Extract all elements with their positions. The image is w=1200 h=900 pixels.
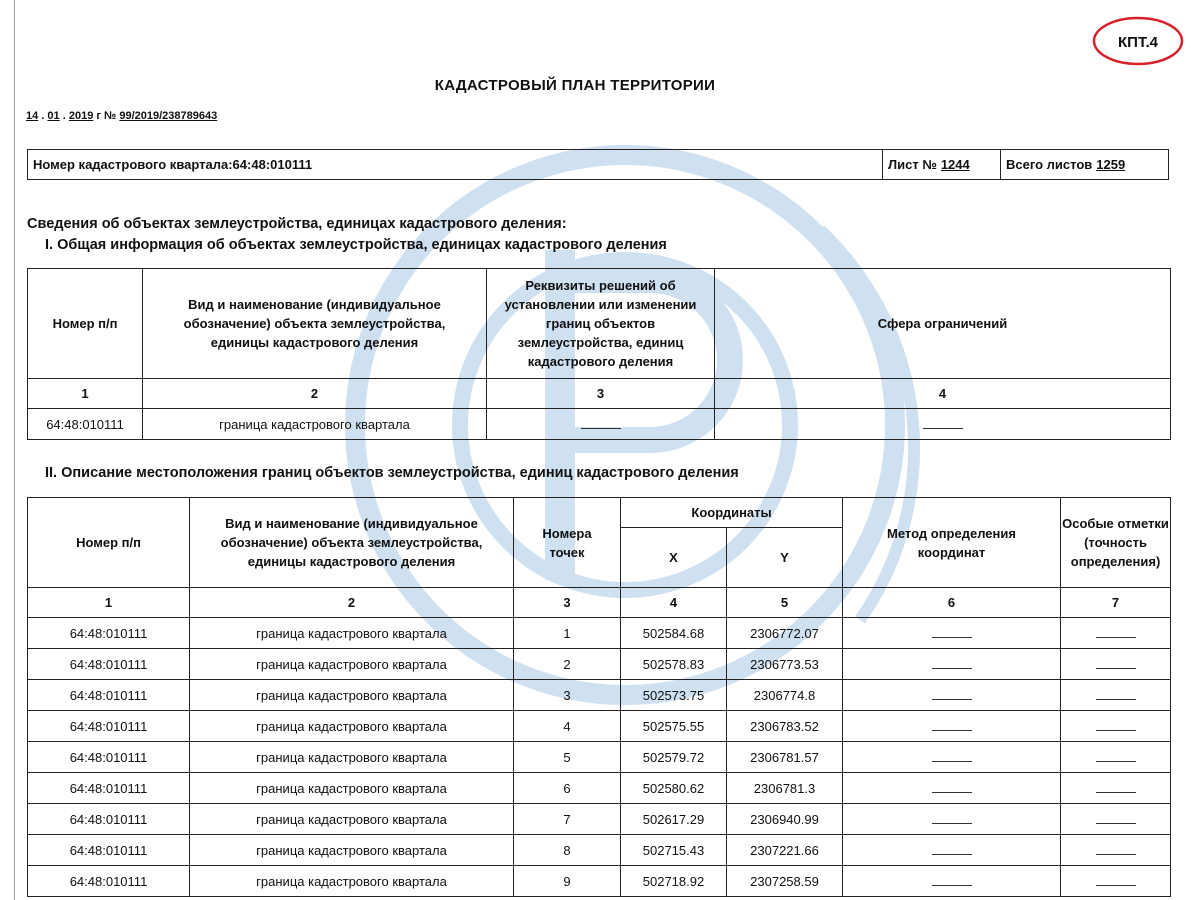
table-header-row xyxy=(28,269,1171,379)
page-edge xyxy=(14,0,15,900)
column-header: X xyxy=(621,528,727,588)
column-number: 3 xyxy=(514,588,621,618)
coord-y: 2306772.07 xyxy=(727,618,843,649)
table-header-row xyxy=(28,498,1171,528)
object-number: 64:48:010111 xyxy=(28,742,190,773)
empty-cell xyxy=(487,409,715,440)
coord-x: 502715.43 xyxy=(621,835,727,866)
coord-x: 502579.72 xyxy=(621,742,727,773)
coord-x: 502584.68 xyxy=(621,618,727,649)
object-number: 64:48:010111 xyxy=(28,649,190,680)
coord-y: 2306940.99 xyxy=(727,804,843,835)
document-title: КАДАСТРОВЫЙ ПЛАН ТЕРРИТОРИИ xyxy=(434,77,716,94)
point-number: 8 xyxy=(514,835,621,866)
column-header: Координаты xyxy=(621,498,843,528)
notes-cell xyxy=(1061,773,1171,804)
total-sheets xyxy=(1000,150,1168,179)
object-name: граница кадастрового квартала xyxy=(190,804,514,835)
boundary-coordinates-table xyxy=(27,497,1171,897)
column-number: 2 xyxy=(143,379,487,409)
column-number: 5 xyxy=(727,588,843,618)
date-day: 14 xyxy=(26,110,39,122)
object-number: 64:48:010111 xyxy=(28,804,190,835)
column-header: Реквизиты решений об установлении или изменении границ объектов землеустройства, единиц кадастрового деления xyxy=(487,269,715,379)
column-number: 3 xyxy=(487,379,715,409)
point-number: 6 xyxy=(514,773,621,804)
object-name: граница кадастрового квартала xyxy=(143,409,487,440)
empty-cell xyxy=(715,409,1171,440)
object-name: граница кадастрового квартала xyxy=(190,866,514,897)
section-1-heading: I. Общая информация об объектах землеустройства, единицах кадастрового деления xyxy=(45,237,667,253)
coord-y: 2306781.57 xyxy=(727,742,843,773)
coord-x: 502578.83 xyxy=(621,649,727,680)
table-row xyxy=(28,804,1171,835)
cadastral-header-box xyxy=(27,149,1169,180)
point-number: 3 xyxy=(514,680,621,711)
method-cell xyxy=(843,711,1061,742)
object-number: 64:48:010111 xyxy=(28,409,143,440)
object-name: граница кадастрового квартала xyxy=(190,618,514,649)
column-header: Сфера ограничений xyxy=(715,269,1171,379)
column-number: 4 xyxy=(715,379,1171,409)
notes-cell xyxy=(1061,866,1171,897)
column-header: Номер п/п xyxy=(28,498,190,588)
coord-x: 502573.75 xyxy=(621,680,727,711)
column-header: Номер п/п xyxy=(28,269,143,379)
notes-cell xyxy=(1061,649,1171,680)
point-number: 4 xyxy=(514,711,621,742)
column-number: 6 xyxy=(843,588,1061,618)
table-row xyxy=(28,835,1171,866)
object-name: граница кадастрового квартала xyxy=(190,835,514,866)
table-row xyxy=(28,866,1171,897)
coord-y: 2306773.53 xyxy=(727,649,843,680)
column-number-row xyxy=(28,379,1171,409)
object-number: 64:48:010111 xyxy=(28,773,190,804)
column-number: 7 xyxy=(1061,588,1171,618)
total-label: Всего листов xyxy=(1006,157,1093,172)
sheet-number xyxy=(882,150,1000,179)
notes-cell xyxy=(1061,804,1171,835)
method-cell xyxy=(843,804,1061,835)
method-cell xyxy=(843,680,1061,711)
method-cell xyxy=(843,773,1061,804)
notes-cell xyxy=(1061,835,1171,866)
sheet-label: Лист № xyxy=(888,157,937,172)
column-number: 1 xyxy=(28,588,190,618)
date-year: 2019 xyxy=(68,110,94,122)
table-row xyxy=(28,649,1171,680)
notes-cell xyxy=(1061,711,1171,742)
date-month: 01 xyxy=(47,110,60,122)
column-header: Y xyxy=(727,528,843,588)
coord-y: 2306781.3 xyxy=(727,773,843,804)
object-number: 64:48:010111 xyxy=(28,618,190,649)
coord-y: 2307221.66 xyxy=(727,835,843,866)
column-number-row xyxy=(28,588,1171,618)
table-row xyxy=(28,711,1171,742)
table-row xyxy=(28,409,1171,440)
issue-date-line: 14 . 01 . 2019 г № 99/2019/238789643 xyxy=(26,110,218,122)
object-name: граница кадастрового квартала xyxy=(190,680,514,711)
notes-cell xyxy=(1061,742,1171,773)
object-number: 64:48:010111 xyxy=(28,680,190,711)
column-header: Особые отметки (точность определения) xyxy=(1061,498,1171,588)
section-intro: Сведения об объектах землеустройства, единицах кадастрового деления: xyxy=(27,216,567,232)
column-number: 2 xyxy=(190,588,514,618)
column-number: 1 xyxy=(28,379,143,409)
quarter-number: Номер кадастрового квартала:64:48:010111 xyxy=(33,157,313,172)
method-cell xyxy=(843,618,1061,649)
table-row xyxy=(28,618,1171,649)
document-code: КПТ.4 xyxy=(1118,33,1158,51)
point-number: 7 xyxy=(514,804,621,835)
coord-y: 2307258.59 xyxy=(727,866,843,897)
column-header: Вид и наименование (индивидуальное обозначение) объекта землеустройства, единицы кадастрового деления xyxy=(190,498,514,588)
column-number: 4 xyxy=(621,588,727,618)
date-number-label: г № xyxy=(96,110,117,122)
method-cell xyxy=(843,835,1061,866)
coord-y: 2306774.8 xyxy=(727,680,843,711)
point-number: 5 xyxy=(514,742,621,773)
table-row xyxy=(28,680,1171,711)
coord-x: 502617.29 xyxy=(621,804,727,835)
object-name: граница кадастрового квартала xyxy=(190,742,514,773)
coord-x: 502718.92 xyxy=(621,866,727,897)
coord-x: 502580.62 xyxy=(621,773,727,804)
table-row xyxy=(28,773,1171,804)
notes-cell xyxy=(1061,618,1171,649)
coord-y: 2306783.52 xyxy=(727,711,843,742)
method-cell xyxy=(843,649,1061,680)
notes-cell xyxy=(1061,680,1171,711)
total-value: 1259 xyxy=(1096,157,1126,172)
document-number: 99/2019/238789643 xyxy=(119,110,218,122)
point-number: 2 xyxy=(514,649,621,680)
object-name: граница кадастрового квартала xyxy=(190,711,514,742)
method-cell xyxy=(843,866,1061,897)
table-row xyxy=(28,742,1171,773)
coord-x: 502575.55 xyxy=(621,711,727,742)
column-header: Номера точек xyxy=(514,498,621,588)
column-header: Метод определения координат xyxy=(843,498,1061,588)
object-number: 64:48:010111 xyxy=(28,711,190,742)
object-name: граница кадастрового квартала xyxy=(190,649,514,680)
object-number: 64:48:010111 xyxy=(28,866,190,897)
object-number: 64:48:010111 xyxy=(28,835,190,866)
point-number: 1 xyxy=(514,618,621,649)
object-name: граница кадастрового квартала xyxy=(190,773,514,804)
point-number: 9 xyxy=(514,866,621,897)
method-cell xyxy=(843,742,1061,773)
column-header: Вид и наименование (индивидуальное обозначение) объекта землеустройства, единицы кадастрового деления xyxy=(143,269,487,379)
general-info-table xyxy=(27,268,1171,440)
sheet-value: 1244 xyxy=(940,157,970,172)
section-2-heading: II. Описание местоположения границ объектов землеустройства, единиц кадастрового деления xyxy=(45,465,739,481)
